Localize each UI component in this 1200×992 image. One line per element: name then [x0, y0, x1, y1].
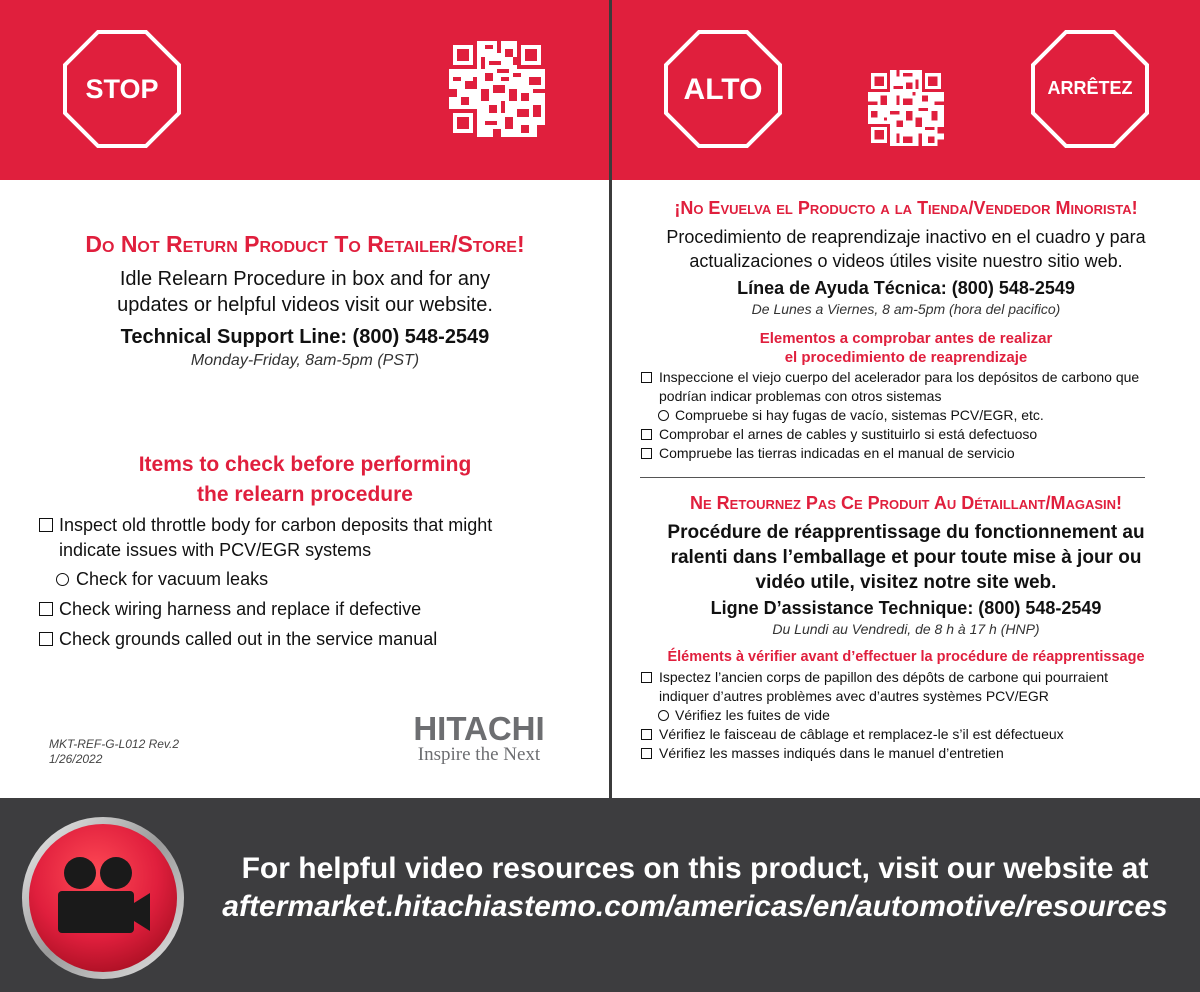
spanish-items-title-line: Elementos a comprobar antes de realizar: [759, 330, 1053, 347]
arretez-sign-icon: [1031, 30, 1149, 148]
english-body: [0, 266, 610, 318]
english-items-title: [0, 450, 610, 510]
checklist-item: [641, 725, 1181, 744]
spanish-checklist: [641, 368, 1181, 463]
circle-bullet-icon: [658, 410, 669, 421]
checkbox-icon[interactable]: [641, 429, 652, 440]
checklist-item-text: Check wiring harness and replace if defective: [59, 599, 422, 619]
checkbox-icon[interactable]: [641, 448, 652, 459]
spanish-items-title-line: el procedimiento de reaprendizaje: [784, 349, 1028, 366]
section-separator: [640, 477, 1145, 478]
checklist-item: [641, 668, 1181, 706]
checklist-item-text: Ispectez l’ancien corps de papillon des dépôts de carbone qui pourraient: [659, 669, 1109, 685]
qr-code-icon[interactable]: [868, 70, 944, 146]
checkbox-icon[interactable]: [641, 748, 652, 759]
english-support-line: Technical Support Line: (800) 548-2549: [120, 326, 490, 348]
checkbox-icon[interactable]: [39, 518, 53, 532]
checklist-item: [39, 597, 609, 622]
circle-bullet-icon: [658, 710, 669, 721]
english-body-line: updates or helpful videos visit our website.: [117, 294, 493, 316]
checkbox-icon[interactable]: [641, 672, 652, 683]
checklist-item-text: indicate issues with PCV/EGR systems: [59, 540, 372, 560]
checklist-item-text: Check for vacuum leaks: [76, 569, 269, 589]
checklist-item: [641, 425, 1181, 444]
document-reference: [49, 737, 179, 767]
checklist-item-text: Inspect old throttle body for carbon deposits that might: [59, 515, 493, 535]
checkbox-icon[interactable]: [39, 602, 53, 616]
french-body-line: Procédure de réapprentissage du fonctionnement au: [667, 522, 1145, 543]
checklist-item: [39, 513, 609, 563]
french-checklist: [641, 668, 1181, 763]
spanish-items-title: [612, 329, 1200, 367]
checkbox-icon[interactable]: [641, 372, 652, 383]
video-camera-icon[interactable]: [20, 815, 186, 986]
checklist-item-text: Vérifiez le faisceau de câblage et remplacez-le s’il est défectueux: [659, 726, 1064, 742]
logo-brand: HITACHI: [413, 710, 545, 747]
checklist-subitem: [658, 406, 1181, 425]
english-items-title-line: Items to check before performing: [138, 453, 472, 476]
checklist-subitem: [658, 706, 1181, 725]
checklist-item: [641, 444, 1181, 463]
french-title: Ne Retournez Pas Ce Produit Au Détaillant/Magasin!: [689, 493, 1123, 513]
checklist-item-text: Vérifiez les masses indiqués dans le manuel d’entretien: [659, 745, 1004, 761]
spanish-hours: De Lunes a Viernes, 8 am-5pm (hora del pacifico): [751, 301, 1061, 317]
english-body-line: Idle Relearn Procedure in box and for any: [119, 268, 491, 290]
english-checklist: [39, 513, 609, 652]
footer-website-link[interactable]: aftermarket.hitachiastemo.com/americas/en/automotive/resources: [222, 890, 1168, 923]
alto-sign-text: ALTO: [683, 73, 763, 106]
checkbox-icon[interactable]: [39, 632, 53, 646]
document-code: MKT-REF-G-L012 Rev.2: [49, 737, 180, 751]
english-items-title-line: the relearn procedure: [197, 483, 413, 506]
french-support-line: Ligne D’assistance Technique: (800) 548-2549: [710, 598, 1102, 618]
alto-sign-icon: [664, 30, 782, 148]
circle-bullet-icon: [56, 573, 69, 586]
french-items-title: Éléments à vérifier avant d’effectuer la procédure de réapprentissage: [667, 649, 1145, 665]
spanish-body: [612, 225, 1200, 273]
spanish-support-line: Línea de Ayuda Técnica: (800) 548-2549: [737, 278, 1075, 298]
checklist-item-text: Compruebe las tierras indicadas en el manual de servicio: [659, 445, 1015, 461]
logo-tagline: Inspire the Next: [417, 744, 541, 765]
footer-message: For helpful video resources on this product, visit our website at: [241, 852, 1149, 885]
checklist-item-text: podrían indicar problemas con otros sistemas: [659, 388, 942, 404]
spanish-body-line: actualizaciones o videos útiles visite nuestro sitio web.: [689, 251, 1123, 271]
stop-sign-text: STOP: [85, 74, 159, 104]
english-hours: Monday-Friday, 8am-5pm (PST): [190, 352, 420, 369]
spanish-title: ¡No Evuelva el Producto a la Tienda/Vendedor Minorista!: [674, 198, 1138, 218]
panel-divider: [609, 0, 612, 798]
french-hours: Du Lundi au Vendredi, de 8 h à 17 h (HNP): [772, 621, 1040, 637]
arretez-sign-text: ARRÊTEZ: [1047, 78, 1133, 98]
checklist-item-text: Check grounds called out in the service manual: [59, 629, 438, 649]
french-body-line: ralenti dans l’emballage et pour toute mise à jour ou: [670, 547, 1142, 568]
checklist-item-text: Compruebe si hay fugas de vacío, sistemas PCV/EGR, etc.: [675, 407, 1044, 423]
english-title: Do Not Return Product To Retailer/Store!: [85, 231, 525, 257]
spanish-body-line: Procedimiento de reaprendizaje inactivo en el cuadro y para: [666, 227, 1146, 247]
french-body: [612, 520, 1200, 595]
checkbox-icon[interactable]: [641, 729, 652, 740]
qr-code-icon[interactable]: [449, 41, 545, 137]
checklist-item-text: Comprobar el arnes de cables y sustituirlo si está defectuoso: [659, 426, 1038, 442]
checklist-item-text: Vérifiez les fuites de vide: [675, 707, 830, 723]
checklist-item-text: indiquer d’autres problèmes avec d’autres systèmes PCV/EGR: [659, 688, 1049, 704]
checklist-item: [641, 368, 1181, 406]
checklist-item: [39, 627, 609, 652]
checklist-item: [641, 744, 1181, 763]
stop-sign-icon: [63, 30, 181, 148]
checklist-item-text: Inspeccione el viejo cuerpo del acelerador para los depósitos de carbono que: [659, 369, 1140, 385]
document-date: 1/26/2022: [49, 752, 103, 766]
hitachi-logo: [394, 712, 564, 766]
checklist-subitem: [56, 567, 609, 592]
french-body-line: vidéo utile, visitez notre site web.: [755, 572, 1057, 593]
